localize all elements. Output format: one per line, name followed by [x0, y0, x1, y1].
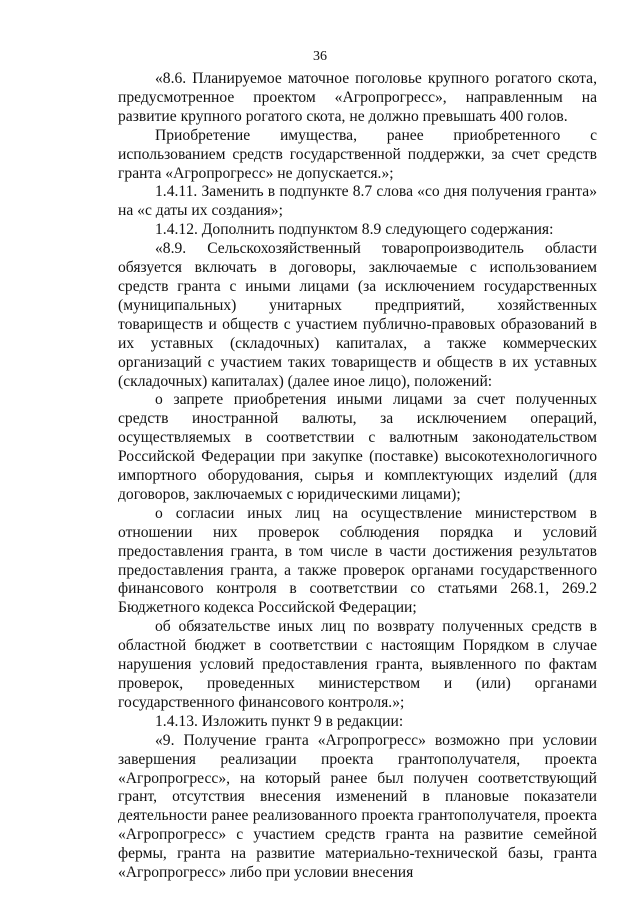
page-number: 36 — [313, 49, 327, 64]
paragraph: об обязательстве иных лиц по возврату полученных средств в областной бюджет в соответствии с настоящим Порядком в случае нарушения условий предоставления гранта, выявленного по фактам проверок, проведенных министерством и (или) органами государственного финансового контроля.»; — [118, 618, 597, 711]
document-body — [118, 70, 597, 883]
paragraph: 1.4.12. Дополнить подпунктом 8.9 следующего содержания: — [155, 221, 554, 239]
paragraph: «8.9. Сельскохозяйственный товаропроизводитель области обязуется включать в договоры, заключаемые с использованием средств гранта с иными лицами (за исключением государственных (муниципальных) унитарных предприятий, хозяйственных товариществ и обществ с участием публично-правовых образований в их уставных (складочных) капиталах, а также коммерческих организаций с участием таких товариществ и обществ в их уставных (складочных) капиталах) (далее иное лицо), положений: — [118, 240, 597, 390]
paragraph: о запрете приобретения иными лицами за счет полученных средств иностранной валюты, за исключением операций, осуществляемых в соответствии с валютным законодательством Российской Федерации при закупке (поставке) высокотехнологичного импортного оборудования, сырья и комплектующих изделий (для договоров, заключаемых с юридическими лицами); — [118, 391, 597, 503]
paragraph: о согласии иных лиц на осуществление министерством в отношении них проверок соблюдения порядка и условий предоставления гранта, в том числе в части достижения результатов предоставления гранта, а также проверок органами государственного финансового контроля в соответствии со статьями 268.1, 269.2 Бюджетного кодекса Российской Федерации; — [118, 504, 597, 617]
paragraph: 1.4.13. Изложить пункт 9 в редакции: — [155, 712, 404, 730]
paragraph: «8.6. Планируемое маточное поголовье крупного рогатого скота, предусмотренное проектом «Агропрогресс», направленным на развитие крупного рогатого скота, не должно превышать 400 голов. — [118, 70, 597, 125]
paragraph: 1.4.11. Заменить в подпункте 8.7 слова «со дня получения гранта» на «с даты их создания»; — [118, 183, 597, 220]
paragraph: «9. Получение гранта «Агропрогресс» возможно при условии завершения реализации проекта грантополучателя, проекта «Агропрогресс», на который ранее был получен соответствующий грант, отсутствия внесения изменений в плановые показатели деятельности ранее реализованного проекта грантополучателя, проекта «Агропрогресс» с участием средств гранта на развитие семейной фермы, гранта на развитие материально-технической базы, гранта «Агропрогресс» либо при условии внесения — [118, 731, 597, 882]
paragraph: Приобретение имущества, ранее приобретенного с использованием средств государственной поддержки, за счет средств гранта «Агропрогресс» не допускается.»; — [118, 126, 597, 182]
